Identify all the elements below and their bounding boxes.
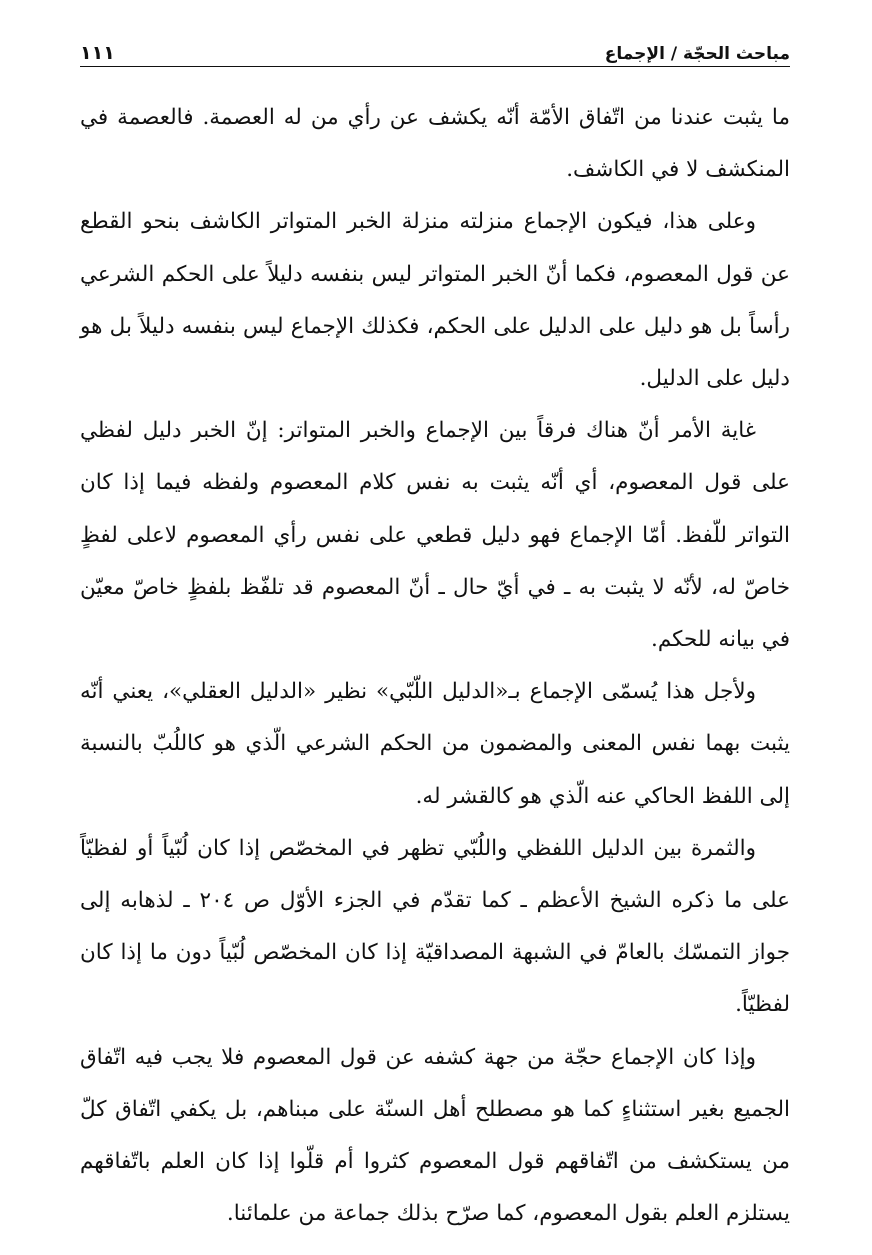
paragraph-4: ولأجل هذا يُسمّى الإجماع بـ«الدليل اللّبّي» نظير «الدليل العقلي»، يعني أنّه يثبت بهما نفس المعنى والمضمون من الحكم الشرعي الّذي هو كاللُبّ بالنسبة إلى اللفظ الحاكي عنه الّذي هو كالقشر له. xyxy=(80,679,790,809)
paragraph-3: غاية الأمر أنّ هناك فرقاً بين الإجماع والخبر المتواتر: إنّ الخبر دليل لفظي على قول المعصوم، أي أنّه يثبت به نفس كلام المعصوم ولفظه فيما إذا كان التواتر للّفظ. أمّا الإجماع فهو دليل قطعي على نفس رأي المعصوم لاعلى لفظٍ خاصّ له، لأنّه لا يثبت به ـ في أيّ حال ـ أنّ المعصوم قد تلفّظ بلفظٍ خاصّ معيّن في بيانه للحكم. xyxy=(80,418,790,653)
page-number: ١١١ xyxy=(80,42,115,64)
running-title: مباحث الحجّة / الإجماع xyxy=(604,44,790,64)
running-header xyxy=(80,30,790,67)
paragraph-6: وإذا كان الإجماع حجّة من جهة كشفه عن قول المعصوم فلا يجب فيه اتّفاق الجميع بغير استثناءٍ كما هو مصطلح أهل السنّة على مبناهم، بل يكفي اتّفاق كلّ من يستكشف من اتّفاقهم قول المعصوم كثروا أم قلّوا إذا كان العلم باتّفاقهم يستلزم العلم بقول المعصوم، كما صرّح بذلك جماعة من علمائنا. xyxy=(80,1044,790,1227)
paragraph-2: وعلى هذا، فيكون الإجماع منزلته منزلة الخبر المتواتر الكاشف بنحو القطع عن قول المعصوم، فكما أنّ الخبر المتواتر ليس بنفسه دليلاً على الحكم الشرعي رأساً بل هو دليل على الدليل على الحكم، فكذلك الإجماع ليس بنفسه دليلاً بل هو دليل على الدليل. xyxy=(80,209,790,392)
paragraph-5: والثمرة بين الدليل اللفظي واللُبّي تظهر في المخصّص إذا كان لُبّياً أو لفظيّاً على ما ذكره الشيخ الأعظم ـ كما تقدّم في الجزء الأوّل ص ٢٠٤ ـ لذهابه إلى جواز التمسّك بالعامّ في الشبهة المصداقيّة إذا كان المخصّص لُبّياً دون ما إذا كان لفظيّاً. xyxy=(80,835,790,1018)
paragraph-1: ما يثبت عندنا من اتّفاق الأمّة أنّه يكشف عن رأي من له العصمة. فالعصمة في المنكشف لا في الكاشف. xyxy=(80,105,790,183)
body-text xyxy=(80,92,790,1240)
